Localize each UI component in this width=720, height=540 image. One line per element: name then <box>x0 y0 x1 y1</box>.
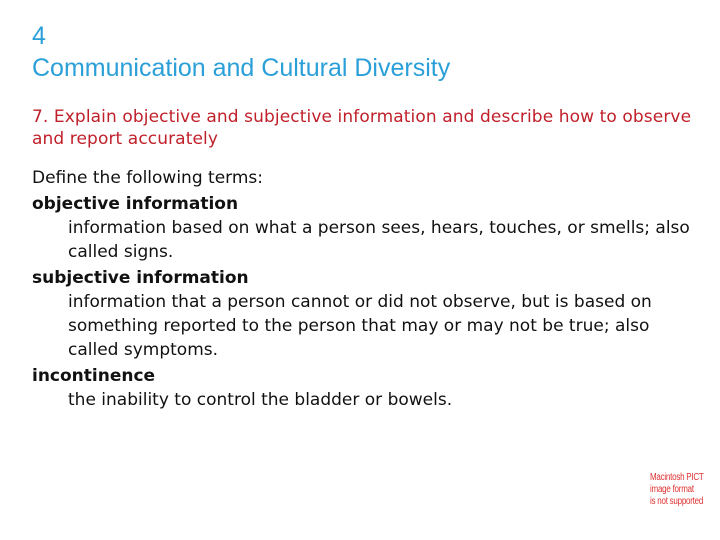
terms-list <box>32 166 692 414</box>
unsupported-image-placeholder <box>650 472 704 508</box>
term-objective-information: objective information <box>32 194 239 214</box>
definition-incontinence: the inability to control the bladder or bowels. <box>68 390 453 410</box>
slide-title <box>32 20 692 84</box>
placeholder-line-1: Macintosh PICT <box>650 472 704 483</box>
term-incontinence: incontinence <box>32 366 156 386</box>
placeholder-line-3: is not supported <box>650 496 704 507</box>
placeholder-line-2: image format <box>650 484 694 495</box>
definition-objective-information: information based on what a person sees, hears, touches, or smells; also called signs. <box>68 218 690 262</box>
term-subjective-information: subjective information <box>32 268 249 288</box>
learning-objective: 7. Explain objective and subjective information and describe how to observe and report accurately <box>32 107 692 149</box>
chapter-number: 4 <box>32 22 46 50</box>
terms-intro: Define the following terms: <box>32 168 263 188</box>
chapter-title: Communication and Cultural Diversity <box>32 54 451 82</box>
definition-subjective-information: information that a person cannot or did not observe, but is based on something reported to the person that may or may not be true; also called symptoms. <box>68 292 652 360</box>
